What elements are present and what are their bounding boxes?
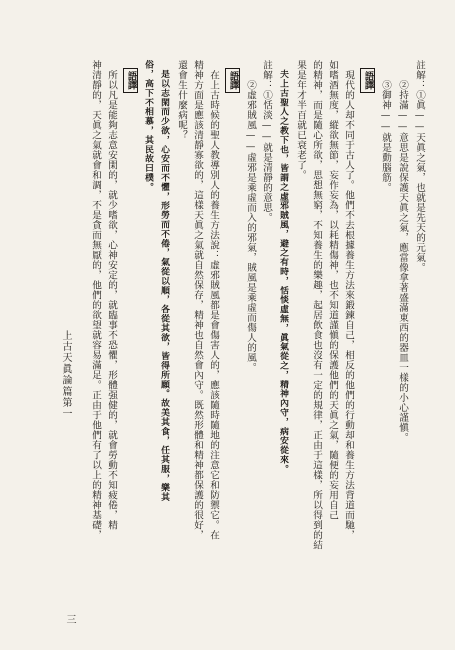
text-column: 如嗜酒無度，縱欲無節，妄作妄為，以耗精傷神，也不知道謹愼的保護他們的天眞之氣，隨便的妄用自己 [327, 60, 338, 520]
text-column: ②虛邪賊風——虛邪是乘虛而入的邪氣，賊風是乘虛而傷人的風。 [245, 60, 256, 373]
text-column: ②持滿——意思是說保護天眞之氣，應當像拿著盛滿東西的器皿一樣的小心謹愼。 [397, 60, 408, 443]
section-tag-yuyi: 語譯 [225, 68, 240, 93]
text-column: 註解：①眞——天眞之氣，也就是先天的元氣。 [414, 60, 425, 273]
text-column: 所以凡是能夠志意安閑的，就少嗜欲，心神安定的，就臨事不恐懼，形體强健的，就會勞動不知疲倦，精 [106, 60, 117, 530]
folio-title: 上古天眞論篇第一 [60, 330, 71, 420]
text-column: 果是年才半百就已衰老了。 [295, 60, 306, 180]
text-column: 神清靜的，天眞之氣就會和調，不是貪而無厭的，他們的欲望就容易滿足。正由于他們有了以上的精神基礎， [90, 60, 101, 540]
text-column: 的精神，而是隨心所欲，思想無窮，不知養生的樂趣，起居飲食也沒有一定的規律，正由于這樣，所以得到的結 [311, 60, 322, 550]
text-column: 註解：①恬淡——就是清靜的意思。 [261, 60, 272, 223]
page-number: 三 [64, 614, 75, 624]
text-column: 還會生什麼病呢？ [176, 60, 187, 140]
classic-text-column: 俗，高下不相慕，其民故曰樸。 [143, 60, 153, 192]
text-column: 在上古時候的聖人教導別人的養生方法說：虛邪賊風都是會傷害人的，應該隨時隨地的注意它和防禦它。在 [208, 60, 219, 540]
text-column: ③御神——就是動腦筋。 [380, 60, 391, 193]
section-tag-yuyi: 語譯 [123, 68, 138, 93]
classic-text-column: 夫上古聖人之教下也，皆謂之虛邪賊風，避之有時，恬惔虛無，眞氣從之，精神內守，病安從來。 [278, 60, 288, 474]
text-column: 現代的人却不同于古人了。他們不去根據養生方法來鍛鍊自己，相反的他們的行動却和養生方法背道而馳， [343, 60, 354, 540]
text-column: 精神方面是應該清靜寡欲的，這樣天眞之氣就自然保存，精神也自然會內守。既然形體和精神都保護的很好， [192, 60, 203, 540]
section-tag-yuyi: 語譯 [360, 68, 375, 93]
classic-text-column: 是以志閑而少欲，心安而不懼，形勞而不倦，氣從以順，各從其欲，皆得所願。故美其食，任其服，樂其 [159, 60, 169, 502]
